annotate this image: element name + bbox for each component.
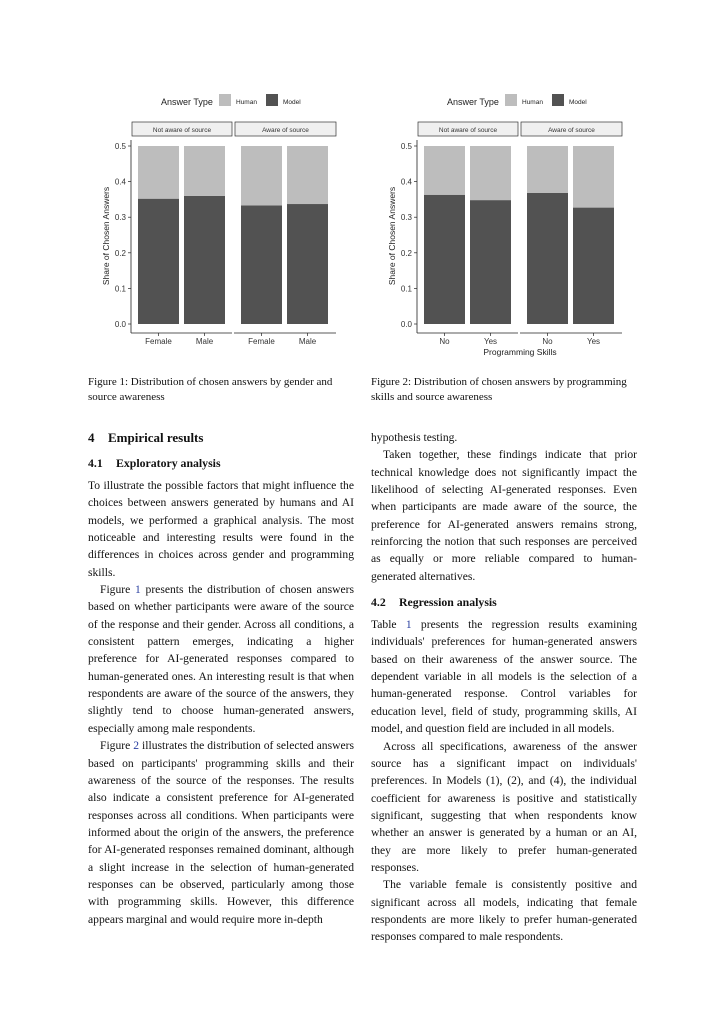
panel-strip-label: Aware of source <box>262 127 309 134</box>
paragraph: Figure 1 presents the distribution of chosen answers based on whether participants were aware of the source of the response and their gender. Across all conditions, a consistent pattern emerges, indicating a higher preference for AI-generated responses compared to human-generated ones. An interesting result is that when respondents are aware of the source of the answers, they slightly tend to choose human-generated answers, especially among male respondents. <box>88 583 354 735</box>
y-tick-label: 0.0 <box>400 320 412 329</box>
paragraph: hypothesis testing. <box>371 431 458 444</box>
panel-strip-label: Aware of source <box>548 127 595 134</box>
paragraph: Across all specifications, awareness of the answer source has a significant impact on individuals' preferences. In Models (1), (2), and (4), the individual coefficient for awareness is positive and statistically significant, suggesting that when respondents know whether an answer is generated by a human or an AI, they are more likely to prefer human-generated responses. <box>371 739 637 874</box>
legend-title: Answer Type <box>161 97 213 107</box>
paragraph: Table 1 presents the regression results examining individuals' preferences for human-generated answers based on their awareness of the answer source. The dependent variable in all models is the selection of a human-generated response. Control variables for education level, field of study, programming skills, AI model, and question field are included in all models. <box>371 618 637 736</box>
legend-swatch-model <box>552 94 564 106</box>
legend-swatch-human <box>219 94 231 106</box>
legend-label-model: Model <box>569 99 587 106</box>
x-tick-label: Male <box>298 337 317 346</box>
paragraph: Figure 2 illustrates the distribution of selected answers based on participants' programming skills and their awareness of the source of the responses. The results also indicate a consistent preference for AI-generated responses across all conditions. When participants were informed about the origin of the answers, the preference for AI-generated responses remained dominant, although a slight increase in the selection of human-generated responses can be observed, particularly among those with programming skills. However, this difference appears marginal and would require more in-depth <box>88 739 355 926</box>
bar-human <box>241 146 282 205</box>
legend-label-human: Human <box>236 99 257 106</box>
bar-model <box>527 193 568 324</box>
bar-human <box>138 146 179 199</box>
paragraph: The variable female is consistently positive and significant across all models, indicating that female respondents are more likely to prefer human-generated responses compared to male respondents. <box>371 878 637 944</box>
y-tick-label: 0.5 <box>400 142 412 151</box>
y-tick-label: 0.2 <box>114 248 126 258</box>
table-ref-link[interactable]: 1 <box>405 618 412 632</box>
y-axis-label: Share of Chosen Answers <box>101 186 111 286</box>
bar-human <box>424 146 465 195</box>
x-tick-label: Yes <box>586 337 601 346</box>
x-tick-label: Female <box>145 337 172 346</box>
subsection-heading: 4.1 Exploratory analysis <box>88 456 221 470</box>
bar-human <box>573 146 614 208</box>
paragraph: Taken together, these findings indicate that prior technical knowledge does not significantly impact the likelihood of selecting AI-generated responses. Even when participants are made aware of the source, the preference for AI-generated answers remains strong, reinforcing the notion that such responses are perceived as equally or more reliable compared to human-generated alternatives. <box>371 448 637 583</box>
subsection-heading: 4.2 Regression analysis <box>371 595 497 610</box>
legend-title: Answer Type <box>447 97 499 107</box>
x-axis-label: Programming Skills <box>483 347 557 357</box>
y-tick-label: 0.1 <box>400 284 412 294</box>
figure-2-caption: Figure 2: Distribution of chosen answers by programming skills and source awareness <box>371 376 627 403</box>
bar-human <box>184 146 225 196</box>
bar-model <box>184 196 225 324</box>
y-axis-label: Share of Chosen Answers <box>387 186 397 286</box>
bar-model <box>241 205 282 324</box>
x-tick-label: No <box>542 337 553 346</box>
legend-label-model: Model <box>283 99 301 106</box>
x-tick-label: Yes <box>483 337 498 346</box>
y-tick-label: 0.3 <box>114 213 126 223</box>
bar-model <box>573 208 614 324</box>
figure-ref-link[interactable]: 1 <box>135 583 141 597</box>
y-tick-label: 0.0 <box>114 320 126 329</box>
figure-ref-link[interactable]: 2 <box>133 739 140 753</box>
panel-strip-label: Not aware of source <box>152 127 212 134</box>
bar-human <box>470 146 511 200</box>
x-tick-label: Female <box>248 337 275 346</box>
figure-2-chart <box>381 88 651 363</box>
y-tick-label: 0.4 <box>400 177 412 187</box>
legend-swatch-model <box>266 94 278 106</box>
panel-strip-label: Not aware of source <box>438 127 498 134</box>
bar-model <box>470 200 511 324</box>
y-tick-label: 0.3 <box>400 213 412 223</box>
y-tick-label: 0.1 <box>114 284 126 294</box>
legend-label-human: Human <box>522 99 543 106</box>
y-tick-label: 0.4 <box>114 177 126 187</box>
right-column <box>371 429 637 946</box>
figure-1-svg <box>95 88 365 363</box>
bar-model <box>287 204 328 324</box>
figure-1-chart <box>95 88 365 363</box>
x-tick-label: No <box>439 337 450 346</box>
legend-swatch-human <box>505 94 517 106</box>
figure-1-caption: Figure 1: Distribution of chosen answers by gender and source awareness <box>88 376 333 403</box>
y-tick-label: 0.5 <box>114 142 126 151</box>
y-tick-label: 0.2 <box>400 248 412 258</box>
section-heading: 4 Empirical results <box>88 430 204 445</box>
bar-model <box>424 195 465 324</box>
left-column <box>88 428 354 928</box>
bar-human <box>287 146 328 204</box>
x-tick-label: Male <box>195 337 214 346</box>
bar-model <box>138 199 179 324</box>
bar-human <box>527 146 568 193</box>
paragraph: To illustrate the possible factors that might influence the choices between answers generated by humans and AI models, we performed a graphical analysis. The most noticeable and interesting results were found in the differences in choices across gender and programming skills. <box>88 479 354 579</box>
figure-2-svg <box>381 88 651 363</box>
